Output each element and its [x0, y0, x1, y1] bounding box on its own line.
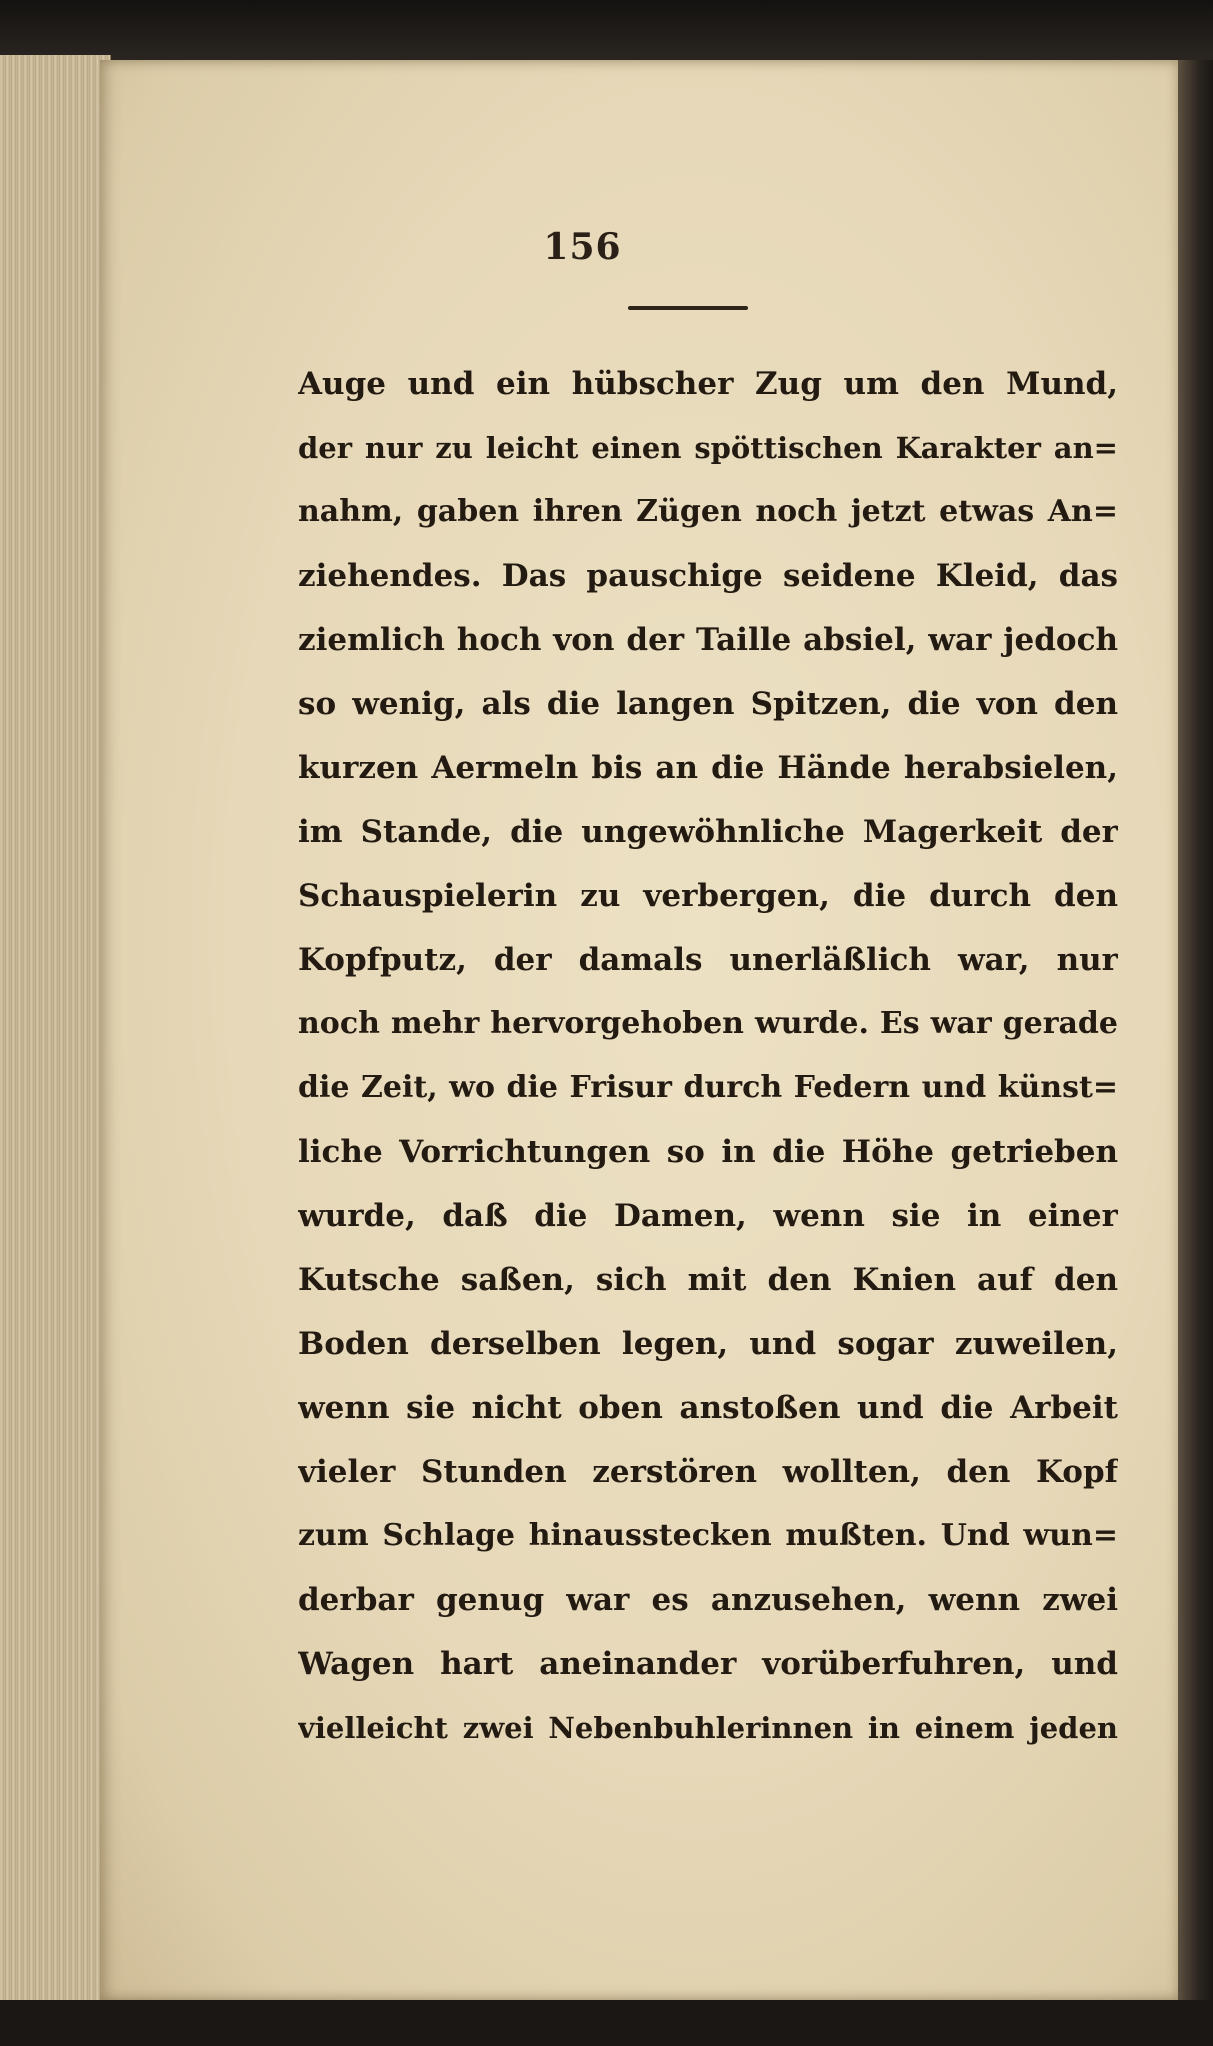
text-line: der nur zu leicht einen spöttischen Karakter an= [298, 431, 1118, 465]
text-line: vieler Stunden zerstören wollten, den Kopf [298, 1454, 1118, 1490]
text-line: die Zeit, wo die Frisur durch Federn und künst= [298, 1070, 1118, 1105]
header-rule [628, 306, 748, 310]
text-line: vielleicht zwei Nebenbuhlerinnen in einem jeden [298, 1711, 1118, 1745]
text-line: kurzen Aermeln bis an die Hände herabsielen, [298, 750, 1118, 786]
text-line: liche Vorrichtungen so in die Höhe getrieben [298, 1134, 1118, 1170]
book-cover-edge [0, 0, 1213, 60]
text-line: nahm, gaben ihren Zügen noch jetzt etwas An= [298, 494, 1118, 529]
text-line: Auge und ein hübscher Zug um den Mund, [298, 366, 1118, 402]
text-line: Kopfputz, der damals unerläßlich war, nur [298, 942, 1118, 978]
text-line: wenn sie nicht oben anstoßen und die Arbeit [298, 1390, 1118, 1426]
scan-background-bottom [0, 2000, 1213, 2046]
text-line: Schauspielerin zu verbergen, die durch den [298, 878, 1118, 914]
text-line: zum Schlage hinausstecken mußten. Und wun= [298, 1518, 1118, 1553]
text-line: Wagen hart aneinander vorüberfuhren, und [298, 1646, 1118, 1682]
page-binding-shadow [1178, 60, 1213, 2000]
text-line: im Stande, die ungewöhnliche Magerkeit der [298, 814, 1118, 850]
text-line: noch mehr hervorgehoben wurde. Es war gerade [298, 1006, 1118, 1041]
text-line: ziehendes. Das pauschige seidene Kleid, das [298, 558, 1118, 594]
text-line: ziemlich hoch von der Taille absiel, war jedoch [298, 622, 1118, 658]
text-line: Boden derselben legen, und sogar zuweilen, [298, 1326, 1118, 1362]
body-text [298, 352, 1118, 1760]
stacked-page-edges [0, 55, 111, 2000]
text-line: Kutsche saßen, sich mit den Knien auf den [298, 1262, 1118, 1298]
text-line: wurde, daß die Damen, wenn sie in einer [298, 1198, 1118, 1234]
page-number: 156 [543, 226, 622, 268]
text-line: derbar genug war es anzusehen, wenn zwei [298, 1582, 1118, 1618]
text-line: so wenig, als die langen Spitzen, die von den [298, 686, 1118, 722]
